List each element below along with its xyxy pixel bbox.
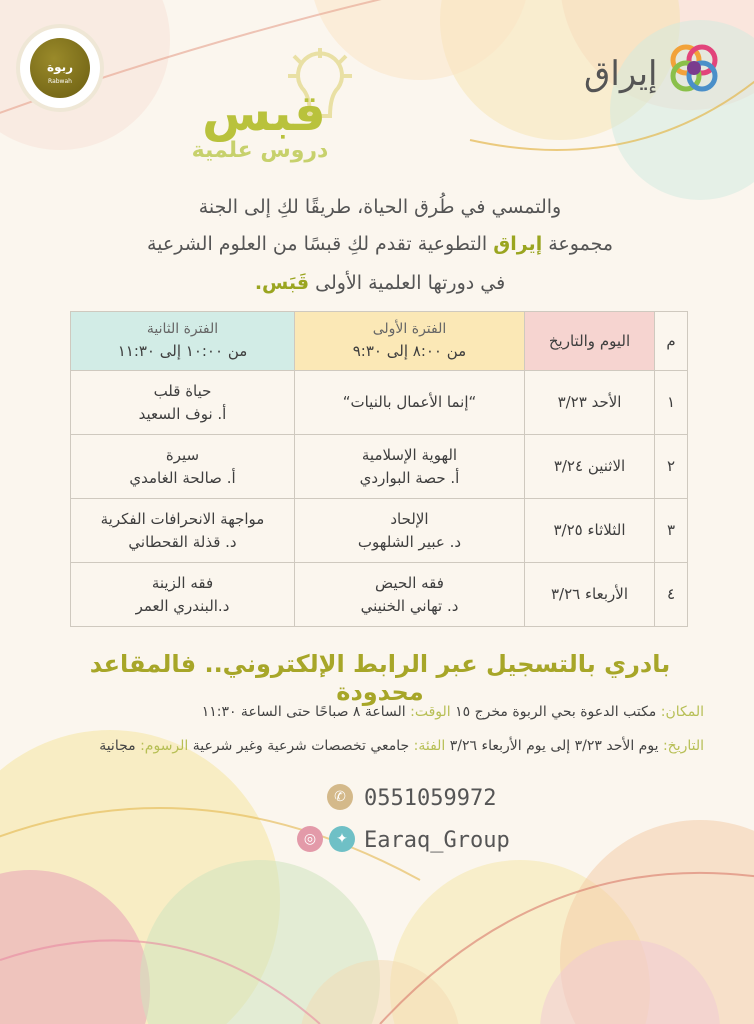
partner-logo-text: ربوة <box>46 60 74 74</box>
header-day: اليوم والتاريخ <box>525 312 655 371</box>
table-row: ٣ الثلاثاء ٣/٢٥ الإلحاد د. عبير الشلهوب مواجهة الانحرافات الفكرية د. قذلة القحطاني <box>71 499 688 563</box>
intro-line-3: في دورتها العلمية الأولى قَبَس. <box>254 272 506 294</box>
table-header-row <box>71 312 688 371</box>
header-num: م <box>655 312 688 371</box>
table-row: ٤ الأربعاء ٣/٢٦ فقه الحيض د. تهاني الخنيني فقه الزينة د.البندري العمر <box>71 563 688 627</box>
brand-name: إيراق <box>584 54 658 94</box>
registration-call: بادري بالتسجيل عبر الرابط الإلكتروني.. فالمقاعد محدودة <box>89 650 671 706</box>
table-row: ١ الأحد ٣/٢٣ “إنما الأعمال بالنيات“ حياة قلب أ. نوف السعيد <box>71 371 688 435</box>
intro-line-1: والتمسي في طُرق الحياة، طريقًا لكِ إلى الجنة <box>198 196 562 218</box>
schedule-table <box>70 311 688 627</box>
partner-logo-sub: Rabwah <box>48 78 72 85</box>
title-highlight: قَبَس. <box>254 272 310 294</box>
header-period-1: الفترة الأولى من ٨:٠٠ إلى ٩:٣٠ <box>295 312 525 371</box>
header-period-2: الفترة الثانية من ١٠:٠٠ إلى ١١:٣٠ <box>71 312 295 371</box>
whatsapp-icon: ✆ <box>327 784 353 810</box>
instagram-icon: ◎ <box>297 826 323 852</box>
partner-logo <box>20 28 100 108</box>
info-date-category: التاريخ: يوم الأحد ٣/٢٣ إلى يوم الأربعاء ٣/٢٦ الفئة: جامعي تخصصات شرعية وغير شرعية الرسوم: مجانية <box>99 738 704 754</box>
table-row: ٢ الاثنين ٣/٢٤ الهوية الإسلامية أ. حصة البواردي سيرة أ. صالحة الغامدي <box>71 435 688 499</box>
flower-logo-icon <box>664 38 724 98</box>
event-title: قبس <box>202 84 326 142</box>
event-subtitle: دروس علمية <box>191 138 329 163</box>
twitter-icon: ✦ <box>329 826 355 852</box>
info-place-time: المكان: مكتب الدعوة بحي الربوة مخرج ١٥ الوقت: الساعة ٨ صباحًا حتى الساعة ١١:٣٠ <box>201 704 704 720</box>
event-title-block <box>160 40 380 170</box>
phone-number[interactable]: 0551059972 <box>364 786 497 811</box>
social-handle[interactable]: Earaq_Group <box>364 828 510 853</box>
brand-highlight: إيراق <box>493 233 543 255</box>
intro-line-2: مجموعة إيراق التطوعية تقدم لكِ قبسًا من العلوم الشرعية <box>146 233 614 255</box>
brand-logo <box>578 38 726 124</box>
